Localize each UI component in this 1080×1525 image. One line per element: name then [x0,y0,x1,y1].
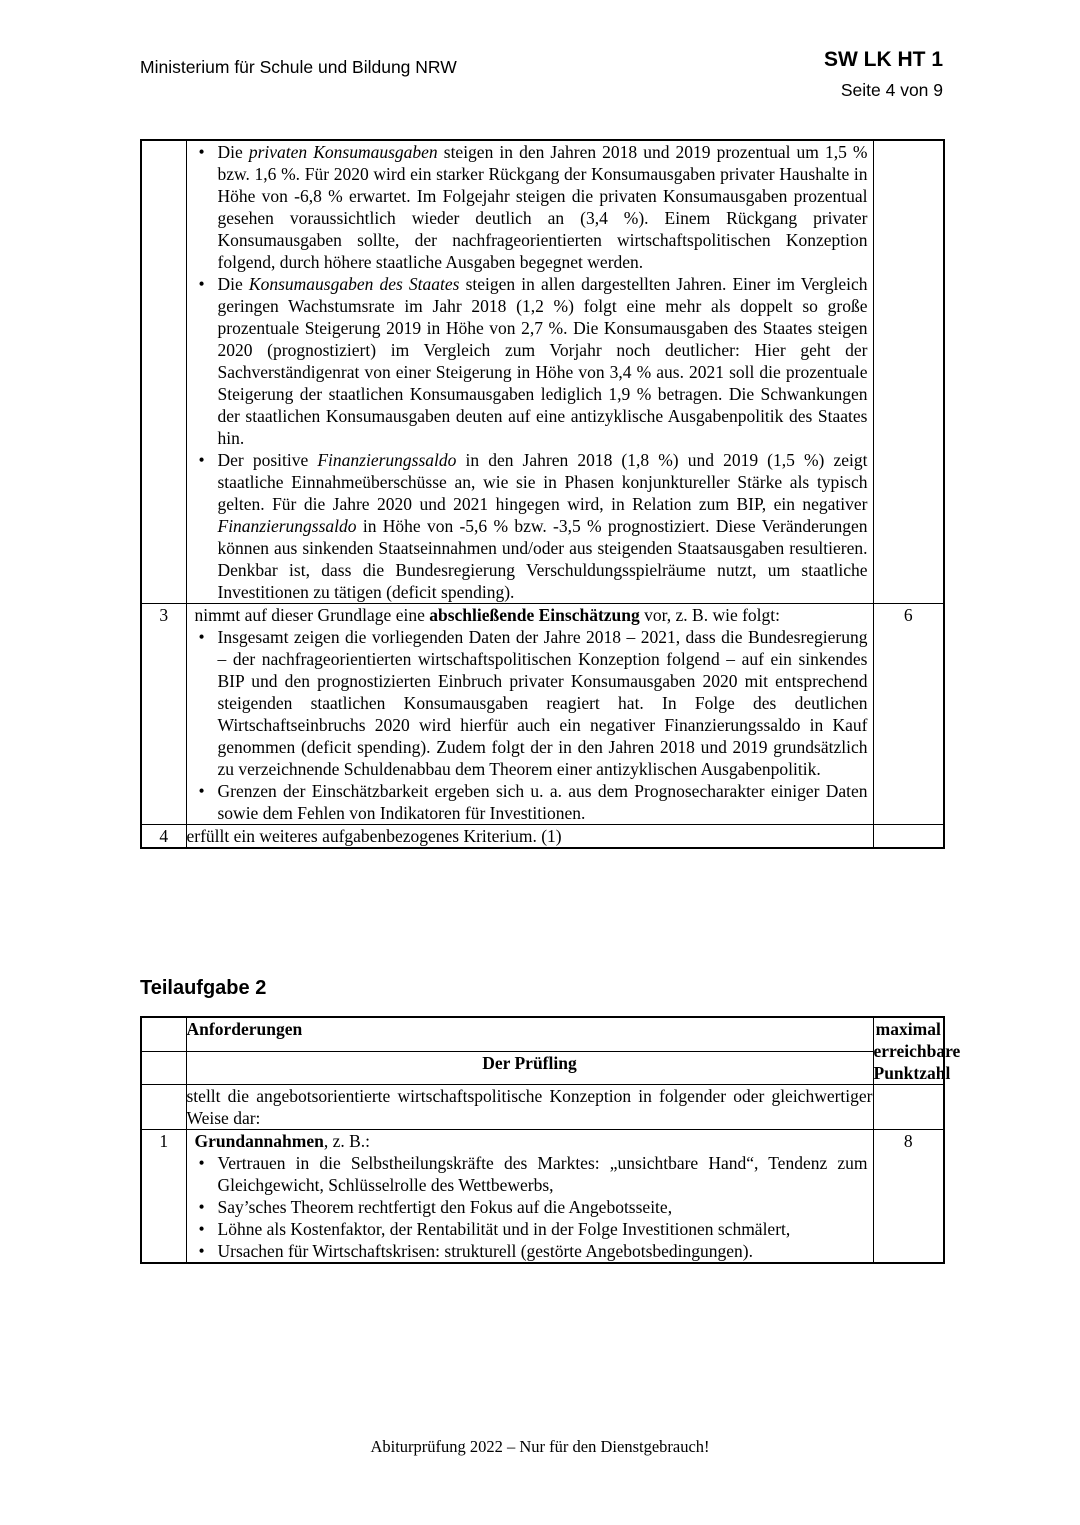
criterion-content [186,1130,873,1264]
bullet-item [187,780,873,824]
bullet-item [187,449,873,603]
bullet-text: Ursachen für Wirtschaftskrisen: strukturell (gestörte Angebotsbedingungen). [217,1241,754,1261]
bullet-item [187,626,873,780]
bullet-marker: • [198,627,205,647]
max-points-header: maximal erreichbare Punktzahl [873,1019,961,1083]
examinee-header: Der Prüfling [186,1051,873,1084]
points-cell: 6 [873,604,944,825]
bullet-text: Löhne als Kostenfaktor, der Rentabilität und in der Folge Investitionen schmälert, [217,1219,791,1239]
bullet-text: Der positive Finanzierungssaldo in den Jahren 2018 (1,8 %) und 2019 (1,5 %) zeigt staatliche Einnahmeüberschüsse an, wie sie in Phasen konjunktureller Stärke als typisch gelten. Für die Jahre 2020 und 2021 hingegen wird, in Relation zum BIP, ein negativer Finanzierungssaldo in Höhe von -5,6 % bzw. -3,5 % prognostiziert. Diese Veränderungen können aus sinkenden Staatseinnahmen und/oder aus steigenden Staatsausgaben resultieren. Denkbar ist, dass die Bundesregierung Verschuldungsspielräume nutzt, um staatliche Investitionen zu tätigen (deficit spending). [217,450,868,602]
bullet-item [187,1152,873,1196]
criteria-row [141,1085,944,1130]
criteria-row [141,1130,944,1264]
doc-code: SW LK HT 1 [824,48,943,71]
bullet-text: Grenzen der Einschätzbarkeit ergeben sich u. a. aus dem Prognosecharakter einiger Daten sowie dem Fehlen von Indikatoren für Investitionen. [217,781,868,823]
bullet-marker: • [198,1197,205,1217]
points-cell [873,140,944,604]
footer-note: Abiturprüfung 2022 – Nur für den Dienstgebrauch! [370,1437,710,1456]
row-number: 3 [141,604,186,825]
points-cell [873,1085,944,1130]
row-number [141,1085,186,1130]
table-header-row [141,1051,944,1084]
bullet-item [187,1196,873,1218]
bullet-text: Insgesamt zeigen die vorliegenden Daten der Jahre 2018 – 2021, dass die Bundesregierung – der nachfrageorientierten wirtschaftspolitischen Konzeption folgend – auf ein sinkendes BIP und den prognostizierten Einbruch privater Konsumausgaben 2020 mit entsprechend steigenden staatlichen Konsumausgaben reagiert hat. In Folge des deutlichen Wirtschaftseinbruchs 2020 wird hierfür auch ein negativer Finanzierungssaldo in Kauf genommen (deficit spending). Zudem folgt der in den Jahren 2018 und 2019 grundsätzlich zu verzeichnende Schuldenabbau dem Theorem einer antizyklischen Ausgabenpolitik. [217,627,868,779]
bullet-marker: • [198,781,205,801]
criterion-content: stellt die angebotsorientierte wirtschaftspolitische Konzeption in folgender oder gleichwertiger Weise dar: [186,1086,873,1128]
criteria-table-1 [140,139,945,849]
bullet-text: Die privaten Konsumausgaben steigen in den Jahren 2018 und 2019 prozentual um 1,5 % bzw. 1,6 %. Für 2020 wird ein starker Rückgang der Konsumausgaben privater Haushalte in Höhe von -6,8 % erwartet. Im Folgejahr steigen die privaten Konsumausgaben prozentual gesehen voraussichtlich wieder deutlich an (3,4 %). Einem Rückgang privater Konsumausgaben sollte, der nachfrageorientierten wirtschaftspolitischen Konzeption folgend, durch höhere staatliche Ausgaben begegnet werden. [217,142,868,272]
bullet-item [187,273,873,449]
criterion-content [186,140,873,604]
bullet-item [187,141,873,273]
page-number: Seite 4 von 9 [840,80,943,100]
bullet-item [187,1218,873,1240]
bullet-marker: • [198,450,205,470]
section-title: Teilaufgabe 2 [140,977,267,999]
criteria-row [141,825,944,849]
criterion-intro: Grundannahmen, z. B.: [194,1131,371,1151]
bullet-marker: • [198,1241,205,1261]
ministry-name: Ministerium für Schule und Bildung NRW [140,57,457,77]
bullet-marker: • [198,142,205,162]
bullet-item [187,1240,873,1262]
criterion-content [186,604,873,825]
criteria-table-2 [140,1016,961,1264]
table-header-row [141,1017,944,1051]
row-number: 4 [141,825,186,849]
criterion-content: erfüllt ein weiteres aufgabenbezogenes Kriterium. (1) [186,825,873,849]
row-number [141,1017,186,1051]
row-number: 1 [141,1130,186,1264]
row-number [141,1051,186,1084]
criteria-row [141,140,944,604]
bullet-text: Say’sches Theorem rechtfertigt den Fokus auf die Angebotsseite, [217,1197,673,1217]
bullet-marker: • [198,1153,205,1173]
points-cell: 8 [873,1130,944,1264]
bullet-text: Die Konsumausgaben des Staates steigen in allen dargestellten Jahren. Einer im Vergleich geringen Wachstumsrate im Jahr 2018 (1,2 %) folgt eine mehr als doppelt so große prozentuale Steigerung 2019 in Höhe von 2,7 %. Die Konsumausgaben des Staates steigen 2020 (prognostiziert) im Vergleich zum Vorjahr noch deutlicher: Hier geht der Sachverständigenrat von einer Steigerung in Höhe von 3,4 % aus. 2021 soll die prozentuale Steigerung der staatlichen Konsumausgaben lediglich 1,9 % betragen. Die Schwankungen der staatlichen Konsumausgaben deuten auf eine antizyklische Ausgabenpolitik des Staates hin. [217,274,868,448]
bullet-marker: • [198,274,205,294]
requirements-header: Anforderungen [186,1017,873,1051]
points-cell [873,825,944,849]
criterion-intro: nimmt auf dieser Grundlage eine abschließende Einschätzung vor, z. B. wie folgt: [194,605,780,625]
bullet-text: Vertrauen in die Selbstheilungskräfte des Marktes: „unsichtbare Hand“, Tendenz zum Gleichgewicht, Schlüsselrolle des Wettbewerbs, [217,1153,868,1195]
row-number [141,140,186,604]
bullet-marker: • [198,1219,205,1239]
criteria-row [141,604,944,825]
